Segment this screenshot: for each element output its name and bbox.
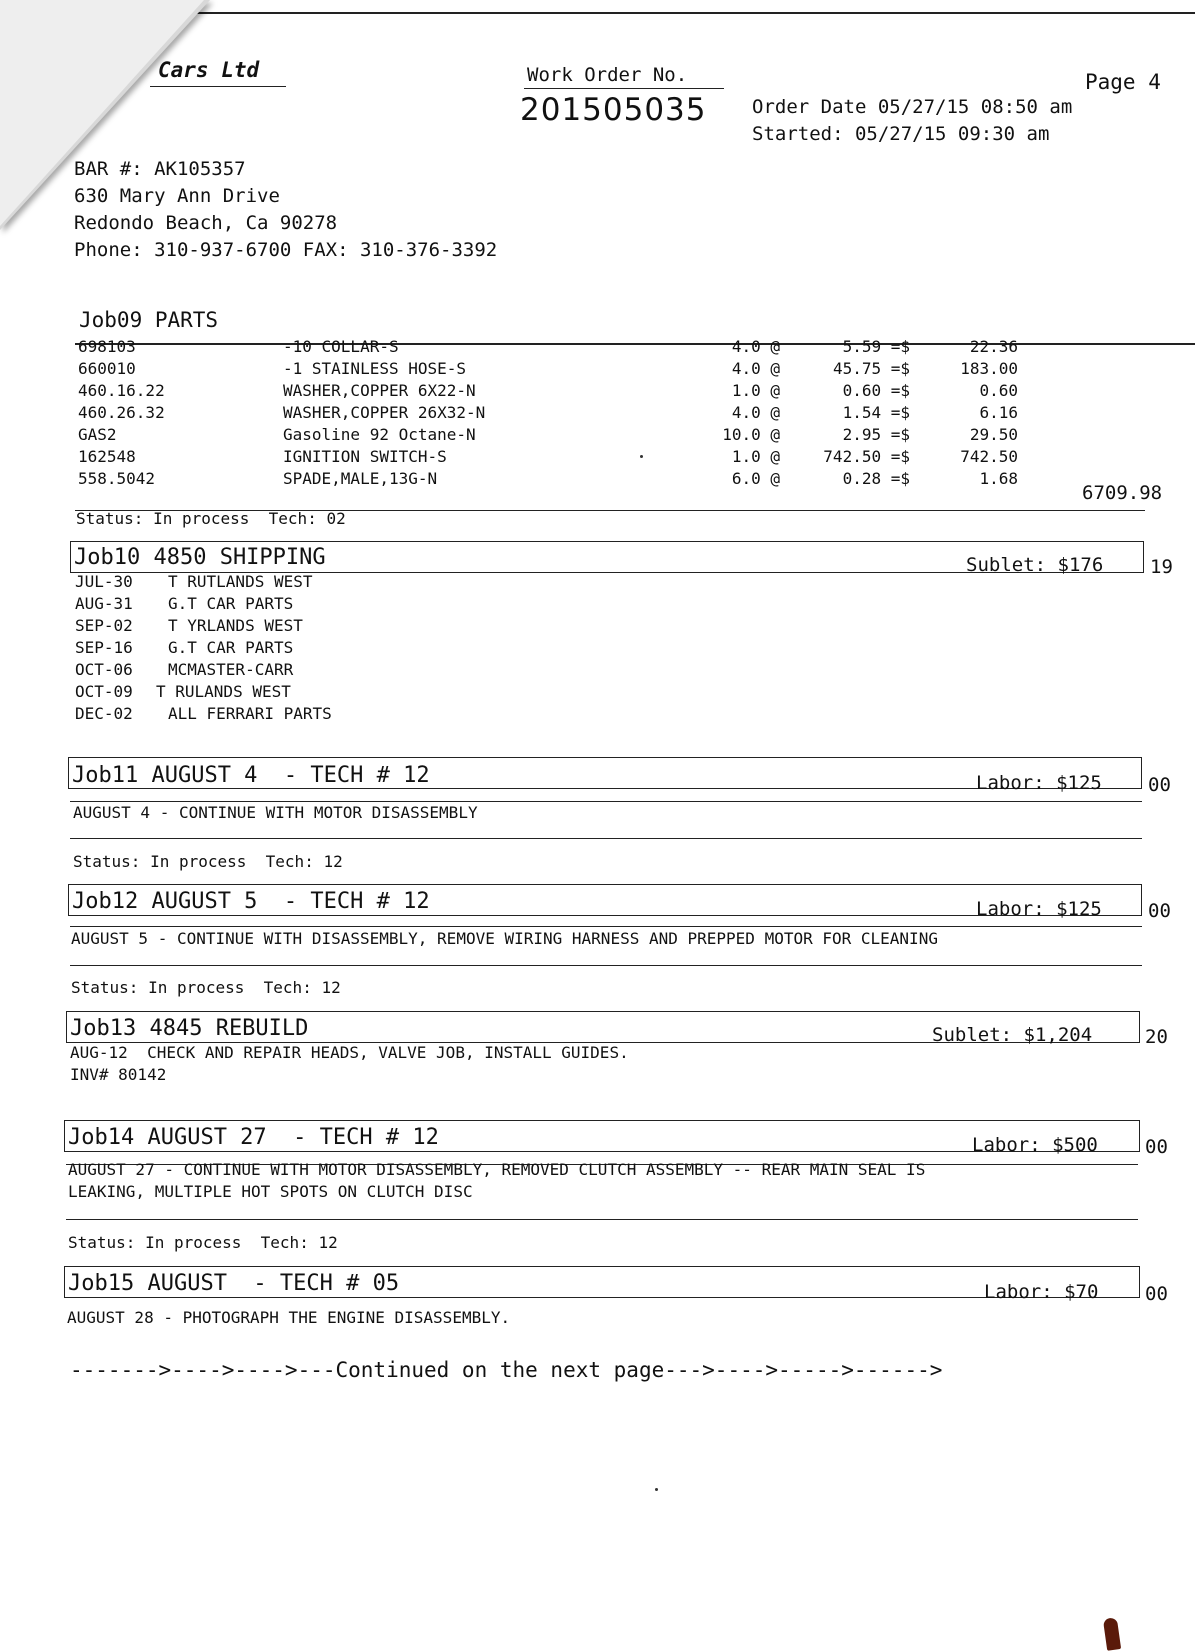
part-code: 162548 — [78, 447, 136, 466]
folded-corner-highlight — [0, 0, 204, 226]
job14-cents: 00 — [1145, 1136, 1168, 1158]
job11-title: Job11 AUGUST 4 - TECH # 12 — [72, 763, 430, 788]
job13-amount: Sublet: $1,204 — [932, 1024, 1093, 1046]
job12-cents: 00 — [1148, 900, 1171, 922]
ink-blot — [1103, 1617, 1121, 1651]
divider — [70, 838, 1142, 839]
job09-title: Job09 PARTS — [79, 308, 219, 332]
ship-vendor: G.T CAR PARTS — [168, 638, 294, 657]
divider — [70, 965, 1142, 966]
job14-description-1: AUGUST 27 - CONTINUE WITH MOTOR DISASSEMBLY, REMOVED CLUTCH ASSEMBLY -- REAR MAIN SEAL IS — [68, 1160, 926, 1179]
job10-cents: 19 — [1150, 556, 1173, 578]
ship-date: OCT-06 — [75, 660, 133, 679]
part-total: 1.68 — [979, 469, 1018, 488]
job12-amount: Labor: $125 — [976, 898, 1102, 920]
part-code: 698103 — [78, 337, 136, 356]
street-address: 630 Mary Ann Drive — [74, 185, 280, 207]
continued-notice: ------->---->---->---Continued on the next page--->---->----->------> — [70, 1358, 943, 1382]
job15-description: AUGUST 28 - PHOTOGRAPH THE ENGINE DISASSEMBLY. — [67, 1308, 511, 1327]
speck — [655, 1488, 658, 1491]
job10-title: Job10 4850 SHIPPING — [74, 545, 326, 570]
bar-number: BAR #: AK105357 — [74, 158, 246, 180]
job11-cents: 00 — [1148, 774, 1171, 796]
job15-title: Job15 AUGUST - TECH # 05 — [68, 1271, 400, 1296]
ship-vendor: MCMASTER-CARR — [168, 660, 294, 679]
work-order-underline — [524, 88, 724, 89]
job12-description: AUGUST 5 - CONTINUE WITH DISASSEMBLY, REMOVE WIRING HARNESS AND PREPPED MOTOR FOR CLEANING — [71, 929, 938, 948]
job09-rule — [75, 343, 1195, 345]
ship-vendor: T RULANDS WEST — [156, 682, 291, 701]
parts-grand-total: 6709.98 — [1082, 482, 1163, 504]
city-address: Redondo Beach, Ca 90278 — [74, 212, 338, 234]
ship-date: AUG-31 — [75, 594, 133, 613]
part-total: 0.60 — [979, 381, 1018, 400]
job13-invoice: INV# 80142 — [70, 1065, 167, 1084]
ship-vendor: T YRLANDS WEST — [168, 616, 303, 635]
top-border — [195, 12, 1195, 14]
ship-date: JUL-30 — [75, 572, 133, 591]
part-qty: 1.0 @ — [731, 447, 780, 466]
work-order-number: 201505035 — [520, 92, 707, 128]
part-qty: 4.0 @ — [731, 359, 780, 378]
started-date: Started: 05/27/15 09:30 am — [752, 123, 1050, 145]
part-qty: 4.0 @ — [731, 337, 780, 356]
work-order-label: Work Order No. — [527, 64, 688, 86]
part-desc: -1 STAINLESS HOSE-S — [283, 359, 467, 378]
job09-status: Status: In process Tech: 02 — [76, 509, 346, 528]
divider — [70, 801, 1142, 802]
page-number: Page 4 — [1085, 70, 1161, 94]
job12-status: Status: In process Tech: 12 — [71, 978, 341, 997]
part-price: 0.28 =$ — [842, 469, 910, 488]
divider — [66, 1219, 1138, 1220]
job13-title: Job13 4845 REBUILD — [70, 1016, 309, 1041]
job14-amount: Labor: $500 — [972, 1134, 1098, 1156]
ship-date: DEC-02 — [75, 704, 133, 723]
part-code: GAS2 — [78, 425, 117, 444]
job12-title: Job12 AUGUST 5 - TECH # 12 — [72, 889, 430, 914]
order-date: Order Date 05/27/15 08:50 am — [752, 96, 1073, 118]
part-desc: WASHER,COPPER 6X22-N — [283, 381, 476, 400]
part-total: 6.16 — [979, 403, 1018, 422]
job13-description: AUG-12 CHECK AND REPAIR HEADS, VALVE JOB, INSTALL GUIDES. — [70, 1043, 629, 1062]
speck — [640, 455, 643, 458]
job13-cents: 20 — [1145, 1026, 1168, 1048]
ship-vendor: G.T CAR PARTS — [168, 594, 294, 613]
divider — [70, 926, 1142, 927]
job15-cents: 00 — [1145, 1283, 1168, 1305]
part-desc: Gasoline 92 Octane-N — [283, 425, 476, 444]
part-total: 183.00 — [960, 359, 1018, 378]
ship-date: OCT-09 — [75, 682, 133, 701]
part-total: 742.50 — [960, 447, 1018, 466]
part-code: 460.16.22 — [78, 381, 165, 400]
ship-vendor: T RUTLANDS WEST — [168, 572, 313, 591]
part-price: 742.50 =$ — [823, 447, 910, 466]
part-code: 558.5042 — [78, 469, 156, 488]
part-price: 45.75 =$ — [832, 359, 910, 378]
part-desc: WASHER,COPPER 26X32-N — [283, 403, 486, 422]
job14-status: Status: In process Tech: 12 — [68, 1233, 338, 1252]
part-desc: -10 COLLAR-S — [283, 337, 399, 356]
part-price: 5.59 =$ — [842, 337, 910, 356]
part-price: 0.60 =$ — [842, 381, 910, 400]
job11-description: AUGUST 4 - CONTINUE WITH MOTOR DISASSEMBLY — [73, 803, 478, 822]
phone-fax: Phone: 310-937-6700 FAX: 310-376-3392 — [74, 239, 498, 261]
part-price: 1.54 =$ — [842, 403, 910, 422]
job15-amount: Labor: $70 — [984, 1281, 1099, 1303]
ship-date: SEP-02 — [75, 616, 133, 635]
part-code: 660010 — [78, 359, 136, 378]
part-qty: 1.0 @ — [731, 381, 780, 400]
part-desc: SPADE,MALE,13G-N — [283, 469, 438, 488]
part-total: 29.50 — [969, 425, 1018, 444]
part-qty: 6.0 @ — [731, 469, 780, 488]
job14-title: Job14 AUGUST 27 - TECH # 12 — [68, 1125, 439, 1150]
job11-status: Status: In process Tech: 12 — [73, 852, 343, 871]
part-qty: 4.0 @ — [731, 403, 780, 422]
company-name: Cars Ltd — [158, 58, 260, 82]
ship-vendor: ALL FERRARI PARTS — [168, 704, 332, 723]
part-desc: IGNITION SWITCH-S — [283, 447, 447, 466]
part-qty: 10.0 @ — [722, 425, 780, 444]
job14-description-2: LEAKING, MULTIPLE HOT SPOTS ON CLUTCH DISC — [68, 1182, 473, 1201]
part-total: 22.36 — [969, 337, 1018, 356]
part-code: 460.26.32 — [78, 403, 165, 422]
job11-amount: Labor: $125 — [976, 772, 1102, 794]
ship-date: SEP-16 — [75, 638, 133, 657]
part-price: 2.95 =$ — [842, 425, 910, 444]
job10-amount: Sublet: $176 — [966, 554, 1104, 576]
